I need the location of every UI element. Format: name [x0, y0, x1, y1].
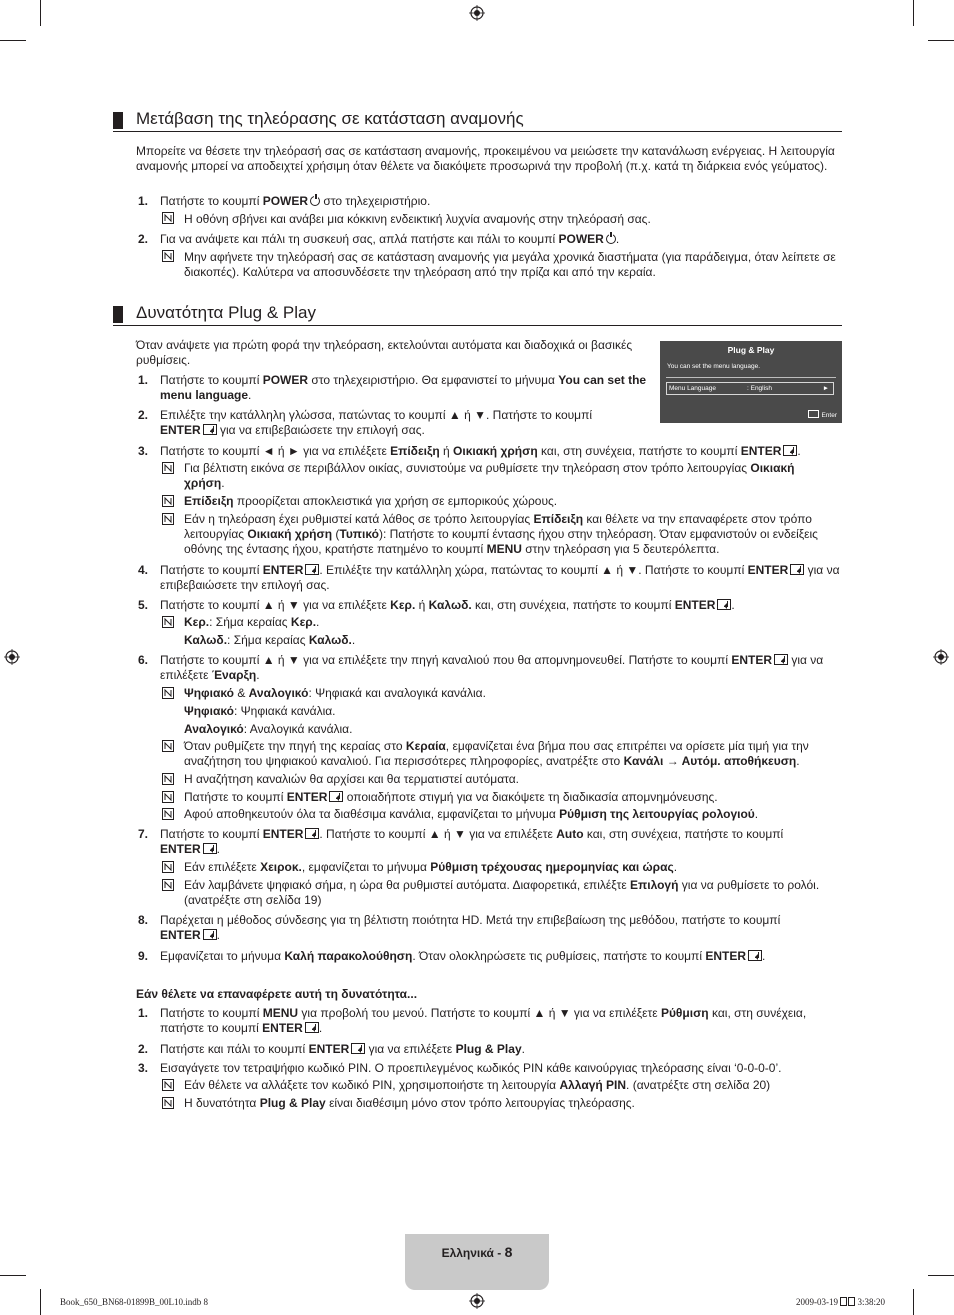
step-number: 2. [138, 232, 149, 246]
registration-mark-icon [4, 649, 20, 665]
section-title: Δυνατότητα Plug & Play [136, 303, 316, 322]
enter-icon [329, 791, 343, 802]
crop-mark [913, 1289, 914, 1315]
plugplay-step-5: Πατήστε το κουμπί ▲ ή ▼ για να επιλέξετε Κερ. ή Καλωδ. και, στη συνέχεια, πατήστε το κουμπί ENTER . [160, 598, 735, 612]
step-number: 5. [138, 598, 149, 612]
heading-bar [113, 306, 123, 323]
plugplay-note-search: Η αναζήτηση καναλιών θα αρχίσει και θα τερματιστεί αυτόματα. [184, 772, 519, 786]
plugplay-note-demo: Επίδειξη προορίζεται αποκλειστικά για χρήση σε εμπορικούς χώρους. [184, 494, 558, 508]
osd-divider [666, 377, 836, 378]
plugplay-note-digital: Ψηφιακό: Ψηφιακά κανάλια. [184, 704, 336, 718]
plugplay-step-9: Εμφανίζεται το μήνυμα Καλή παρακολούθηση. Όταν ολοκληρώσετε τις ρυθμίσεις, πατήστε το κουμπί ENTER . [160, 949, 766, 963]
osd-menu-label: Menu Language [669, 385, 716, 392]
crop-mark [928, 40, 954, 41]
plugplay-step-2: Επιλέξτε την κατάλληλη γλώσσα, πατώντας το κουμπί ▲ ή ▼. Πατήστε το κουμπί ENTER για να επιβεβαιώσετε την επιλογή σας. [160, 408, 593, 437]
print-slug-date: 2009-03-19 3:38:20 [796, 1297, 886, 1307]
crop-mark [928, 1275, 954, 1276]
reset-heading: Εάν θέλετε να επαναφέρετε αυτή τη δυνατότητα... [136, 987, 418, 1001]
note-icon [162, 250, 174, 262]
plugplay-step-3: Πατήστε το κουμπί ◄ ή ► για να επιλέξετε Επίδειξη ή Οικιακή χρήση και, στη συνέχεια, πατήστε το κουμπί ENTER . [160, 444, 801, 458]
enter-icon [717, 599, 731, 610]
power-icon [310, 196, 320, 206]
enter-icon [783, 445, 797, 456]
plugplay-step-7: Πατήστε το κουμπί ENTER . Πατήστε το κουμπί ▲ ή ▼ για να επιλέξετε Auto και, στη συνέχεια, πατήστε το κουμπί ENTER . [160, 827, 784, 856]
enter-icon [774, 654, 788, 665]
registration-mark-icon [469, 5, 485, 21]
plugplay-note-reset-demo: Εάν η τηλεόραση έχει ρυθμιστεί κατά λάθος σε τρόπο λειτουργίας Επίδειξη και θέλετε να την επαναφέρετε στον τρόπο λειτουργίας Οικιακή χρήση (Τυπικό): Πατήστε το κουμπί έντασης ήχου στην τηλεόραση. Όταν εμφανιστούν οι ενδείξεις οθόνης της έντασης ήχου, κρατήστε πατημένο το κουμπί MENU στην τηλεόραση για 5 δευτερόλεπτα. [184, 512, 818, 556]
plugplay-note-cable: Καλωδ.: Σήμα κεραίας Καλωδ.. [184, 633, 356, 647]
section-standby-heading [113, 109, 842, 132]
plugplay-intro: Όταν ανάψετε για πρώτη φορά την τηλεόραση, εκτελούνται αυτόματα και διαδοχικά οι βασικές ρυθμίσεις. [136, 338, 633, 367]
standby-intro: Μπορείτε να θέσετε την τηλεόρασή σας σε κατάσταση αναμονής, προκειμένου να μειώσετε την κατανάλωση ενέργειας. Η λειτουργία αναμονής μπορεί να αποδειχτεί χρήσιμη όταν θέλετε να διακόψετε προσωρινά την προβολή (π.χ. κατά τη διάρκεια ενός γεύματος). [136, 144, 835, 173]
note-icon [162, 495, 174, 507]
note-icon [162, 861, 174, 873]
note-icon [162, 791, 174, 803]
note-icon [162, 1097, 174, 1109]
plugplay-step-4: Πατήστε το κουμπί ENTER . Επιλέξτε την κατάλληλη χώρα, πατώντας το κουμπί ▲ ή ▼. Πατήστε το κουμπί ENTER για να επιβεβαιώσετε την επιλογή σας. [160, 563, 840, 592]
enter-icon [351, 1043, 365, 1054]
osd-message: You can set the menu language. [667, 363, 760, 370]
step-number: 8. [138, 913, 149, 927]
note-icon [162, 879, 174, 891]
step-number: 7. [138, 827, 149, 841]
plugplay-note-digital-analog: Ψηφιακό & Αναλογικό: Ψηφιακά και αναλογικά κανάλια. [184, 686, 486, 700]
note-icon [162, 740, 174, 752]
step-number: 4. [138, 563, 149, 577]
plugplay-note-antenna: Όταν ρυθμίζετε την πηγή της κεραίας στο Κεραία, εμφανίζεται ένα βήμα που σας επιτρέπει να ορίσετε μία τιμή για την αναζήτηση του ψηφιακού καναλιού. Για περισσότερες πληροφορίες, ανατρέξτε στο Κανάλι → Αυτόμ. αποθήκευση. [184, 739, 809, 768]
section-plugplay-heading [113, 303, 842, 326]
enter-icon [203, 929, 217, 940]
step-number: 1. [138, 194, 149, 208]
registration-mark-icon [469, 1293, 485, 1309]
osd-title: Plug & Play [727, 345, 775, 355]
heading-bar [113, 112, 123, 129]
section-title: Μετάβαση της τηλεόρασης σε κατάσταση αναμονής [136, 109, 524, 128]
plugplay-note-analog: Αναλογικό: Αναλογικά κανάλια. [184, 722, 353, 736]
standby-note-1: Η οθόνη σβήνει και ανάβει μια κόκκινη ενδεικτική λυχνία αναμονής στην τηλεόρασή σας. [184, 212, 651, 226]
crop-mark [40, 0, 41, 26]
step-number: 6. [138, 653, 149, 667]
osd-menu-language-row[interactable] [666, 382, 834, 395]
enter-icon [808, 410, 819, 418]
reset-step-2: Πατήστε και πάλι το κουμπί ENTER για να επιλέξετε Plug & Play. [160, 1042, 525, 1056]
enter-icon [305, 1022, 319, 1033]
standby-step-2: Για να ανάψετε και πάλι τη συσκευή σας, απλά πατήστε και πάλι το κουμπί POWER . [160, 232, 620, 246]
note-icon [162, 773, 174, 785]
note-icon [162, 462, 174, 474]
plugplay-note-manual: Εάν επιλέξετε Χειροκ., εμφανίζεται το μήνυμα Ρύθμιση τρέχουσας ημερομηνίας και ώρας. [184, 860, 678, 874]
crop-mark [0, 1275, 26, 1276]
enter-icon [203, 843, 217, 854]
crop-mark [40, 1289, 41, 1315]
plugplay-note-digital-clock: Εάν λαμβάνετε ψηφιακό σήμα, η ώρα θα ρυθμιστεί αυτόματα. Διαφορετικά, επιλέξτε Επιλογή για να ρυθμίσετε το ρολόι. (ανατρέξτε στη σελίδα 19) [184, 878, 820, 907]
note-icon [162, 212, 174, 224]
crop-mark [0, 40, 26, 41]
step-number: 2. [138, 408, 149, 422]
standby-step-1: Πατήστε το κουμπί POWER στο τηλεχειριστήριο. [160, 194, 431, 208]
note-icon [162, 808, 174, 820]
square-glyph-icon [848, 1297, 855, 1306]
plugplay-note-air: Κερ.: Σήμα κεραίας Κερ.. [184, 615, 320, 629]
note-icon [162, 616, 174, 628]
registration-mark-icon [933, 649, 949, 665]
step-number: 3. [138, 444, 149, 458]
plug-and-play-osd [660, 341, 842, 423]
arrow-right-icon: ► [822, 385, 829, 392]
plugplay-note-interrupt: Πατήστε το κουμπί ENTER οποιαδήποτε στιγμή για να διακόψετε τη διαδικασία απομνημόνευσης. [184, 790, 718, 804]
reset-step-3: Εισαγάγετε τον τετραψήφιο κωδικό PIN. Ο προεπιλεγμένος κωδικός PIN κάθε καινούργιας τηλεόρασης είναι ‘0-0-0-0’. [160, 1061, 782, 1075]
enter-icon [203, 424, 217, 435]
reset-note-pin: Εάν θέλετε να αλλάξετε τον κωδικό PIN, χρησιμοποιήστε τη λειτουργία Αλλαγή PIN. (ανατρέξτε στη σελίδα 20) [184, 1078, 771, 1092]
plugplay-step-6: Πατήστε το κουμπί ▲ ή ▼ για να επιλέξετε την πηγή καναλιού που θα απομνημονευθεί. Πατήστε το κουμπί ENTER για να επιλέξετε Έναρξη. [160, 653, 824, 682]
enter-icon [305, 564, 319, 575]
enter-icon [790, 564, 804, 575]
plugplay-note-clock: Αφού αποθηκευτούν όλα τα διαθέσιμα κανάλια, εμφανίζεται το μήνυμα Ρύθμιση της λειτουργίας ρολογιού. [184, 807, 759, 821]
print-slug-file: Book_650_BN68-01899B_00L10.indb 8 [60, 1297, 209, 1307]
reset-note-tv-mode: Η δυνατότητα Plug & Play είναι διαθέσιμη μόνο στον τρόπο λειτουργίας τηλεόρασης. [184, 1096, 635, 1110]
note-icon [162, 1079, 174, 1091]
page-number: Ελληνικά - 8 [441, 1244, 513, 1260]
step-number: 1. [138, 373, 149, 387]
step-number: 1. [138, 1006, 149, 1020]
osd-enter-hint: Enter [808, 410, 837, 419]
enter-icon [748, 950, 762, 961]
plugplay-note-home-use: Για βέλτιστη εικόνα σε περιβάλλον οικίας, συνιστούμε να ρυθμίσετε την τηλεόραση στον τρόπο λειτουργίας Οικιακή χρήση. [184, 461, 795, 490]
step-number: 9. [138, 949, 149, 963]
step-number: 3. [138, 1061, 149, 1075]
step-number: 2. [138, 1042, 149, 1056]
page-number-tab [405, 1234, 549, 1290]
power-icon [606, 234, 616, 244]
reset-step-1: Πατήστε το κουμπί MENU για προβολή του μενού. Πατήστε το κουμπί ▲ ή ▼ για να επιλέξετε Ρύθμιση και, στη συνέχεια, πατήστε το κουμπί ENTER . [160, 1006, 807, 1035]
square-glyph-icon [840, 1297, 847, 1306]
standby-note-2: Μην αφήνετε την τηλεόρασή σας σε κατάσταση αναμονής για μεγάλα χρονικά διαστήματα (για παράδειγμα, όταν λείπετε σε διακοπές). Καλύτερα να αποσυνδέσετε την τηλεόραση από την πρίζα και από την κεραία. [184, 250, 836, 279]
osd-menu-value: : English [747, 385, 772, 392]
plugplay-step-8: Παρέχεται η μέθοδος σύνδεσης για τη βέλτιστη ποιότητα HD. Μετά την επιβεβαίωση της μεθόδου, πατήστε το κουμπί ENTER . [160, 913, 781, 942]
enter-icon [305, 828, 319, 839]
note-icon [162, 513, 174, 525]
note-icon [162, 687, 174, 699]
crop-mark [913, 0, 914, 26]
plugplay-step-1: Πατήστε το κουμπί POWER στο τηλεχειριστήριο. Θα εμφανιστεί το μήνυμα You can set the menu language. [160, 373, 647, 402]
